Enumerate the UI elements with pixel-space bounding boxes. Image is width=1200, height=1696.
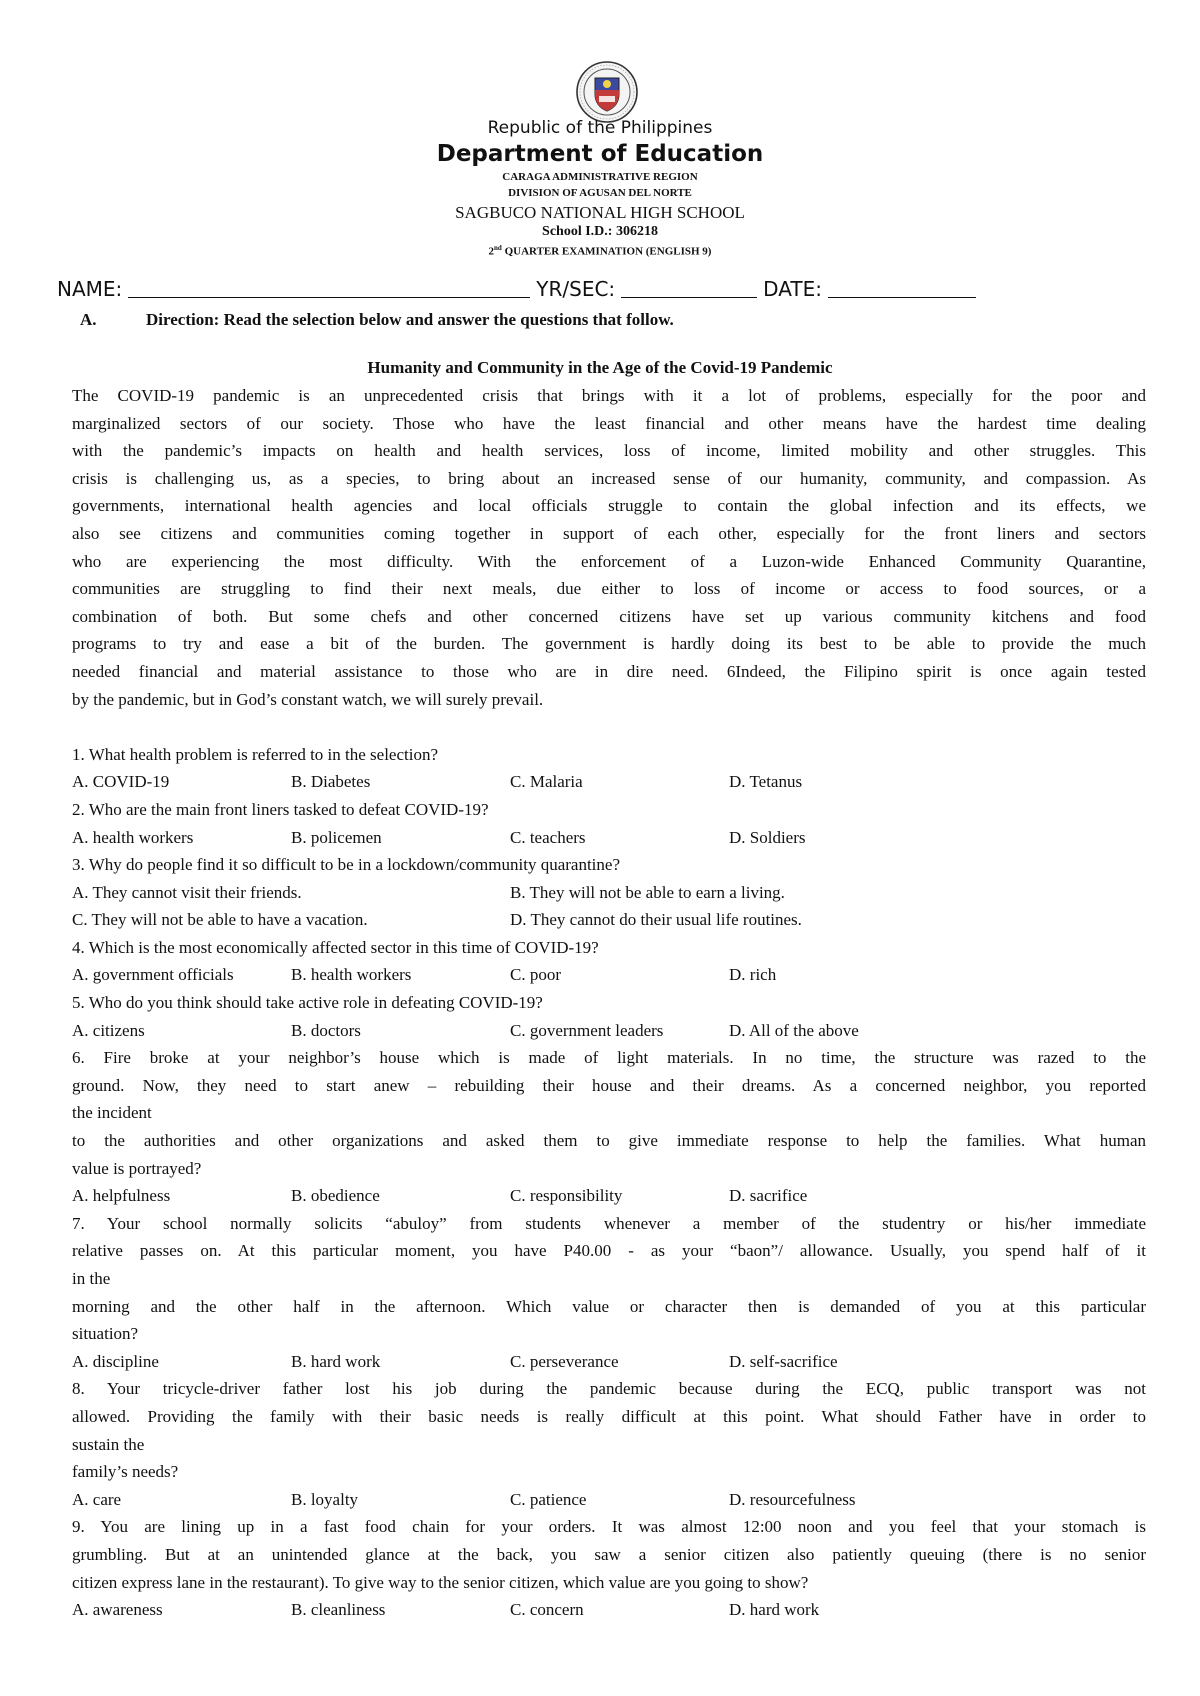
option-5c[interactable]: C. government leaders	[510, 1020, 664, 1040]
yrsec-label: YR/SEC:	[536, 277, 616, 301]
question-2: 2. Who are the main front liners tasked to defeat COVID-19?	[72, 799, 489, 819]
question-3: 3. Why do people find it so difficult to be in a lockdown/community quarantine?	[72, 855, 620, 875]
option-8a[interactable]: A. care	[72, 1489, 122, 1509]
options-4	[72, 961, 1146, 989]
option-5b[interactable]: B. doctors	[291, 1020, 361, 1040]
option-3a[interactable]: A. They cannot visit their friends.	[72, 882, 302, 902]
selection-line: The COVID-19 pandemic is an unprecedented crisis that brings with it a lot of problems, especially for the poor and	[72, 386, 1146, 405]
selection-line: with the pandemic’s impacts on health and health services, loss of income, limited mobility and other struggles. This	[72, 441, 1146, 461]
yrsec-blank[interactable]	[621, 277, 757, 298]
option-6d[interactable]: D. sacrifice	[729, 1186, 808, 1206]
option-1b[interactable]: B. Diabetes	[291, 772, 371, 792]
question-6: 6. Fire broke at your neighbor’s house which is made of light materials. In no time, the structure was razed to the	[72, 1048, 1146, 1068]
options-5	[72, 1017, 1146, 1045]
question-8-cont: allowed. Providing the family with their basic needs is really difficult at this point. What should Father have in order to	[72, 1406, 1146, 1426]
selection-line: governments, international health agencies and local officials struggle to contain the global infection and its effects, we	[72, 496, 1146, 516]
options-2	[72, 824, 1146, 852]
options-6	[72, 1182, 1146, 1210]
question-6-cont: the incident	[72, 1103, 152, 1123]
question-7-cont: situation?	[72, 1324, 139, 1344]
option-2d[interactable]: D. Soldiers	[729, 827, 806, 847]
option-7a[interactable]: A. discipline	[72, 1351, 159, 1371]
option-8c[interactable]: C. patience	[510, 1489, 587, 1509]
option-4d[interactable]: D. rich	[729, 965, 777, 985]
options-8	[72, 1486, 1146, 1514]
deped-seal-icon	[575, 60, 639, 124]
option-9d[interactable]: D. hard work	[729, 1600, 820, 1620]
option-2a[interactable]: A. health workers	[72, 827, 194, 847]
options-1	[72, 768, 1146, 796]
question-9-cont: grumbling. But at an unintended glance at the back, you saw a senior citizen also patiently queuing (there is no senior	[72, 1544, 1146, 1564]
option-7b[interactable]: B. hard work	[291, 1351, 381, 1371]
option-1a[interactable]: A. COVID-19	[72, 772, 170, 792]
option-9a[interactable]: A. awareness	[72, 1600, 163, 1620]
option-2b[interactable]: B. policemen	[291, 827, 382, 847]
date-blank[interactable]	[828, 277, 976, 298]
selection-line: combination of both. But some chefs and other concerned citizens have set up various community kitchens and food	[72, 606, 1146, 626]
options-7	[72, 1348, 1146, 1376]
direction-letter: A.	[80, 310, 97, 329]
option-3d[interactable]: D. They cannot do their usual life routines.	[510, 910, 802, 930]
direction	[80, 310, 674, 330]
question-4: 4. Which is the most economically affected sector in this time of COVID-19?	[72, 937, 599, 957]
student-info-row	[57, 277, 1157, 301]
option-7d[interactable]: D. self-sacrifice	[729, 1351, 838, 1371]
date-label: DATE:	[763, 277, 822, 301]
question-6-cont: ground. Now, they need to start anew – rebuilding their house and their dreams. As a concerned neighbor, you reported	[72, 1075, 1146, 1095]
question-6-cont: to the authorities and other organizations and asked them to give immediate response to help the families. What human	[72, 1131, 1146, 1151]
options-9	[72, 1596, 1146, 1624]
header-exam-title	[0, 244, 1200, 258]
name-label: NAME:	[57, 277, 123, 301]
selection-line: who are experiencing the most difficulty. With the enforcement of a Luzon-wide Enhanced Community Quarantine,	[72, 551, 1146, 571]
name-blank[interactable]	[128, 277, 530, 298]
question-7-cont: in the	[72, 1269, 111, 1288]
option-6b[interactable]: B. obedience	[291, 1186, 380, 1206]
question-1: 1. What health problem is referred to in the selection?	[72, 744, 438, 764]
header-division: DIVISION OF AGUSAN DEL NORTE	[508, 187, 692, 199]
selection-line: needed financial and material assistance to those who are in dire need. 6Indeed, the Filipino spirit is once again tested	[72, 661, 1146, 681]
option-9c[interactable]: C. concern	[510, 1600, 584, 1620]
selection-line: marginalized sectors of our society. Those who have the least financial and other means have the hardest time dealing	[72, 413, 1146, 433]
spacer	[72, 713, 1146, 741]
question-8-cont: family’s needs?	[72, 1462, 179, 1482]
header-school-id: School I.D.: 306218	[542, 224, 658, 239]
option-4b[interactable]: B. health workers	[291, 965, 412, 985]
question-9: 9. You are lining up in a fast food chain for your orders. It was almost 12:00 noon and you feel that your stomach is	[72, 1517, 1146, 1537]
option-1d[interactable]: D. Tetanus	[729, 772, 803, 792]
question-9-cont: citizen express lane in the restaurant). To give way to the senior citizen, which value are you going to show?	[72, 1572, 809, 1592]
option-4c[interactable]: C. poor	[510, 965, 561, 985]
exam-number: 2	[488, 245, 495, 258]
direction-text: Direction: Read the selection below and answer the questions that follow.	[146, 310, 674, 329]
header-region: CARAGA ADMINISTRATIVE REGION	[502, 171, 698, 183]
question-8-cont: sustain the	[72, 1434, 145, 1454]
option-9b[interactable]: B. cleanliness	[291, 1600, 386, 1620]
question-7-cont: relative passes on. At this particular moment, you have P40.00 - as your “baon”/ allowance. Usually, you spend half of it	[72, 1241, 1146, 1261]
header-department: Department of Education	[436, 141, 764, 167]
selection-line: programs to try and ease a bit of the burden. The government is hardly doing its best to be able to provide the much	[72, 634, 1146, 654]
header-republic: Republic of the Philippines	[487, 118, 713, 138]
options-3-row2	[72, 906, 1146, 934]
option-4a[interactable]: A. government officials	[72, 965, 234, 985]
question-7: 7. Your school normally solicits “abuloy” from students whenever a member of the studentry or his/her immediate	[72, 1213, 1146, 1233]
selection-title: Humanity and Community in the Age of the Covid-19 Pandemic	[367, 358, 833, 377]
question-8: 8. Your tricycle-driver father lost his job during the pandemic because during the ECQ, public transport was not	[72, 1379, 1146, 1399]
option-1c[interactable]: C. Malaria	[510, 772, 583, 792]
exam-title-rest: QUARTER EXAMINATION (ENGLISH 9)	[501, 245, 712, 258]
content-lines	[72, 382, 1146, 1624]
option-3b[interactable]: B. They will not be able to earn a living.	[510, 882, 785, 902]
option-8b[interactable]: B. loyalty	[291, 1489, 359, 1509]
header-school: SAGBUCO NATIONAL HIGH SCHOOL	[455, 203, 745, 222]
selection-line: crisis is challenging us, as a species, to bring about an increased sense of our humanity, community, and compassion. As	[72, 468, 1146, 488]
exam-ordinal: nd	[494, 244, 502, 252]
option-6c[interactable]: C. responsibility	[510, 1186, 623, 1206]
option-2c[interactable]: C. teachers	[510, 827, 586, 847]
option-5d[interactable]: D. All of the above	[729, 1020, 859, 1040]
question-7-cont: morning and the other half in the afternoon. Which value or character then is demanded of you at this particular	[72, 1296, 1146, 1316]
selection-line: by the pandemic, but in God’s constant watch, we will surely prevail.	[72, 689, 544, 709]
question-5: 5. Who do you think should take active role in defeating COVID-19?	[72, 993, 543, 1013]
option-7c[interactable]: C. perseverance	[510, 1351, 619, 1371]
option-3c[interactable]: C. They will not be able to have a vacation.	[72, 910, 368, 930]
selection-line: communities are struggling to find their next meals, due either to loss of income or access to food sources, or a	[72, 579, 1146, 599]
option-8d[interactable]: D. resourcefulness	[729, 1489, 856, 1509]
option-5a[interactable]: A. citizens	[72, 1020, 145, 1040]
question-6-cont: value is portrayed?	[72, 1158, 202, 1178]
options-3-row1	[72, 879, 1146, 907]
option-6a[interactable]: A. helpfulness	[72, 1186, 171, 1206]
selection-line: also see citizens and communities coming together in support of each other, especially for the front liners and sectors	[72, 523, 1146, 543]
